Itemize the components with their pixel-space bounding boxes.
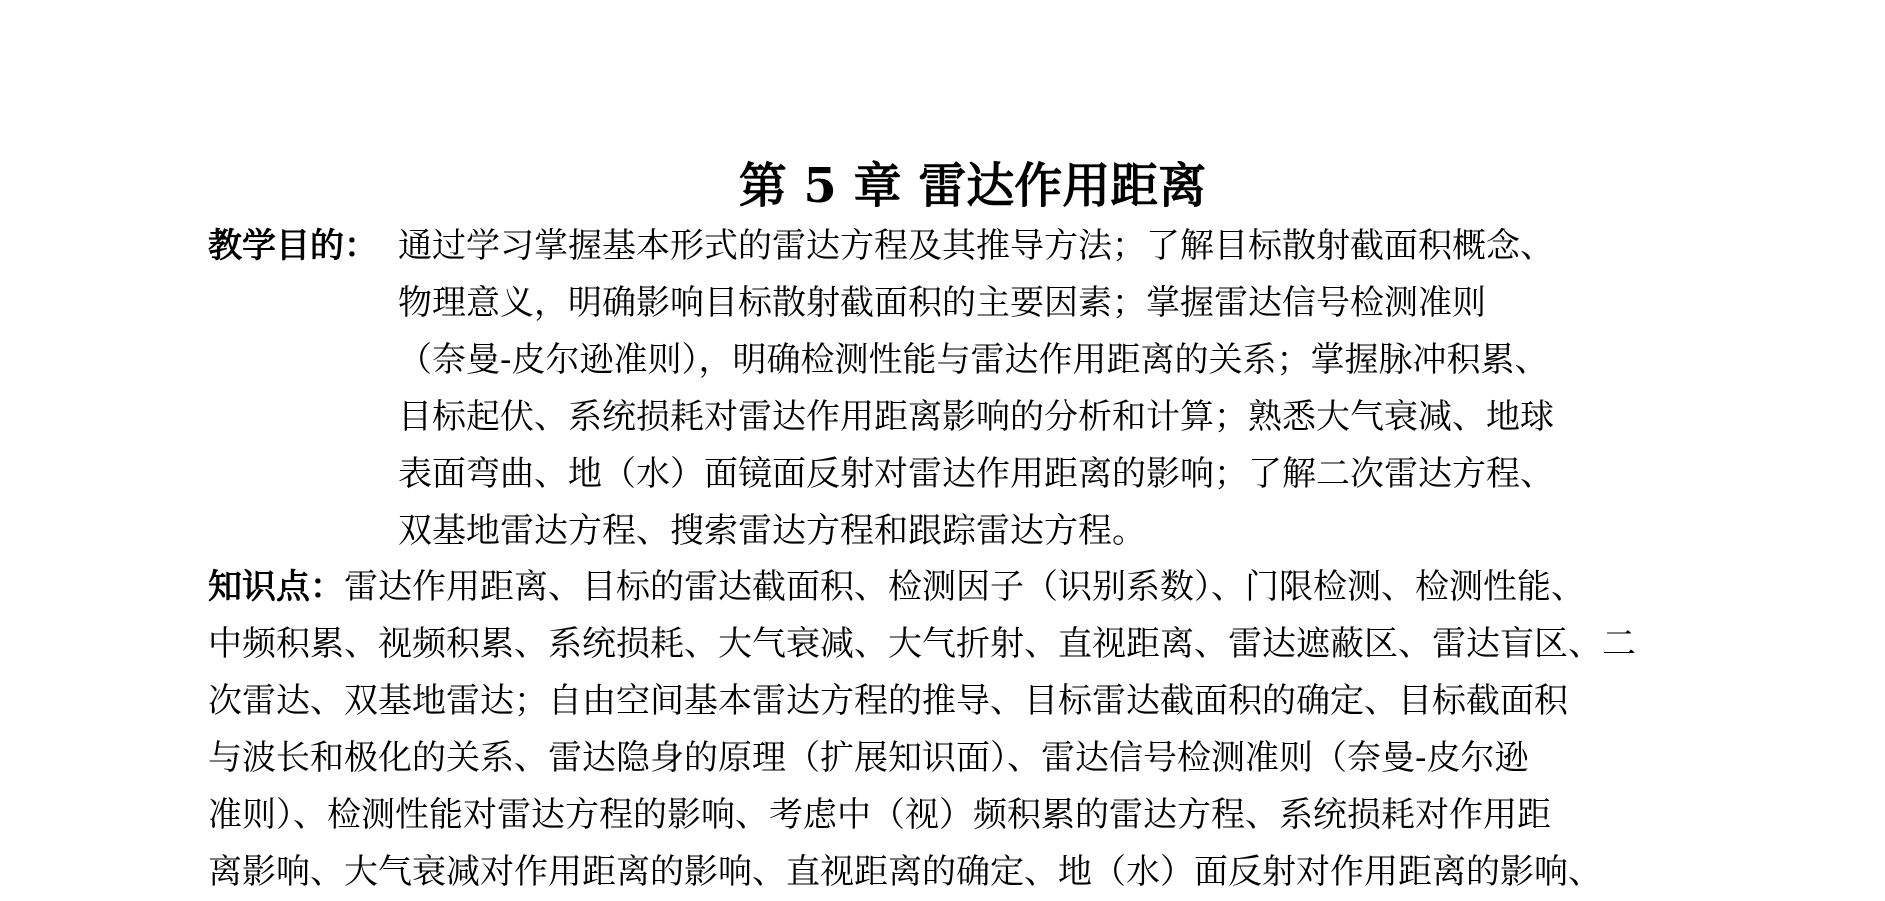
knowledge-line: 准则）、检测性能对雷达方程的影响、考虑中（视）频积累的雷达方程、系统损耗对作用距 <box>208 795 1551 835</box>
knowledge-line: 中频积累、视频积累、系统损耗、大气衰减、大气折射、直视距离、雷达遮蔽区、雷达盲区、二 <box>208 624 1636 664</box>
knowledge-points-section <box>208 559 1720 901</box>
knowledge-line: 离影响、大气衰减对作用距离的影响、直视距离的确定、地（水）面反射对作用距离的影响、 <box>208 852 1602 892</box>
knowledge-points-label: 知识点： <box>208 567 344 607</box>
chapter-title: 第 5 章 雷达作用距离 <box>738 158 1207 214</box>
objectives-line: 通过学习掌握基本形式的雷达方程及其推导方法；了解目标散射截面积概念、 <box>398 226 1554 266</box>
teaching-objectives-section <box>208 218 1720 560</box>
knowledge-line: 次雷达、双基地雷达；自由空间基本雷达方程的推导、目标雷达截面积的确定、目标截面积 <box>208 681 1568 721</box>
objectives-line: 目标起伏、系统损耗对雷达作用距离影响的分析和计算；熟悉大气衰减、地球 <box>398 397 1554 437</box>
knowledge-first-text: 雷达作用距离、目标的雷达截面积、检测因子（识别系数）、门限检测、检测性能、 <box>344 567 1585 607</box>
knowledge-first-line <box>208 559 1720 616</box>
teaching-objectives-label: 教学目的： <box>208 226 378 266</box>
knowledge-line: 与波长和极化的关系、雷达隐身的原理（扩展知识面）、雷达信号检测准则（奈曼-皮尔逊 <box>208 738 1529 778</box>
teaching-objectives-body <box>398 218 1718 560</box>
objectives-line: （奈曼-皮尔逊准则），明确检测性能与雷达作用距离的关系；掌握脉冲积累、 <box>398 340 1549 380</box>
objectives-line: 物理意义，明确影响目标散射截面积的主要因素；掌握雷达信号检测准则 <box>398 283 1486 323</box>
objectives-line: 双基地雷达方程、搜索雷达方程和跟踪雷达方程。 <box>398 511 1146 551</box>
objectives-line: 表面弯曲、地（水）面镜面反射对雷达作用距离的影响；了解二次雷达方程、 <box>398 454 1554 494</box>
